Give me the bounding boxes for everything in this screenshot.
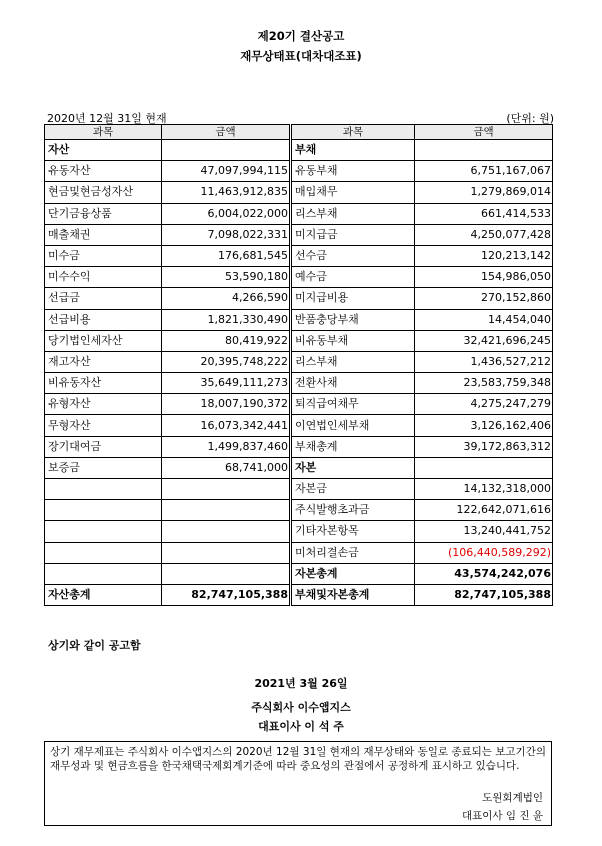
table-row <box>45 415 553 436</box>
asset-item-amount: 11,463,912,835 <box>162 182 291 203</box>
asset-item-amount: 176,681,545 <box>162 245 291 266</box>
liability-equity-item-label: 비유동부채 <box>291 330 415 351</box>
asset-item-amount: 6,004,022,000 <box>162 203 291 224</box>
table-row <box>45 457 553 478</box>
empty-cell <box>162 479 291 500</box>
asset-item-label: 매출채권 <box>45 224 162 245</box>
liability-equity-item-amount: 120,213,142 <box>415 245 553 266</box>
asset-item-amount: 47,097,994,115 <box>162 161 291 182</box>
balance-sheet-table <box>44 124 553 606</box>
announcement-date: 2021년 3월 26일 <box>254 677 348 690</box>
total-row <box>45 584 553 605</box>
empty-cell <box>45 500 162 521</box>
asset-item-label: 유형자산 <box>45 394 162 415</box>
asset-item-label: 장기대여금 <box>45 436 162 457</box>
table-row <box>45 500 553 521</box>
table-row <box>45 563 553 584</box>
audit-firm: 도원회계법인 <box>482 792 543 804</box>
asset-item-amount: 20,395,748,222 <box>162 351 291 372</box>
table-row <box>45 394 553 415</box>
grand-total-label: 부채및자본총계 <box>291 584 415 605</box>
table-row <box>45 288 553 309</box>
liability-equity-item-amount: 23,583,759,348 <box>415 373 553 394</box>
liability-equity-item-label: 기타자본항목 <box>291 521 415 542</box>
liability-equity-item-label: 유동부채 <box>291 161 415 182</box>
liability-equity-item-label: 주식발행초과금 <box>291 500 415 521</box>
table-row <box>45 436 553 457</box>
liability-equity-item-label: 전환사채 <box>291 373 415 394</box>
table-row <box>45 542 553 563</box>
liability-equity-item-amount: 3,126,162,406 <box>415 415 553 436</box>
audit-opinion-box <box>44 741 552 826</box>
assets-total-amount: 82,747,105,388 <box>162 584 291 605</box>
asset-item-amount: 1,499,837,460 <box>162 436 291 457</box>
table-row <box>45 203 553 224</box>
table-row <box>45 161 553 182</box>
asset-item-amount: 7,098,022,331 <box>162 224 291 245</box>
asset-item-amount: 18,007,190,372 <box>162 394 291 415</box>
equity-total-label: 자본총계 <box>291 563 415 584</box>
asset-item-label: 단기금융상품 <box>45 203 162 224</box>
empty-cell <box>45 479 162 500</box>
page-subtitle: 재무상태표(대차대조표) <box>240 49 362 63</box>
column-header-amount: 금액 <box>162 125 291 140</box>
column-header-item: 과목 <box>45 125 162 140</box>
asset-item-label: 미수금 <box>45 245 162 266</box>
asset-item-label: 재고자산 <box>45 351 162 372</box>
table-row <box>45 373 553 394</box>
asset-item-label: 무형자산 <box>45 415 162 436</box>
liability-equity-item-amount: 154,986,050 <box>415 267 553 288</box>
empty-cell <box>45 563 162 584</box>
liability-equity-item-label: 매입채무 <box>291 182 415 203</box>
table-row <box>45 224 553 245</box>
asset-item-amount: 4,266,590 <box>162 288 291 309</box>
liability-equity-item-amount: 14,454,040 <box>415 309 553 330</box>
liability-equity-item-amount: 32,421,696,245 <box>415 330 553 351</box>
asset-item-amount: 53,590,180 <box>162 267 291 288</box>
section-label-equity: 자본 <box>291 457 415 478</box>
company-name: 주식회사 이수앱지스 <box>251 701 351 714</box>
table-row <box>45 330 553 351</box>
unit-label: (단위: 원) <box>506 112 554 125</box>
liability-equity-item-amount: 1,436,527,212 <box>415 351 553 372</box>
liability-equity-item-label: 퇴직급여채무 <box>291 394 415 415</box>
table-row <box>45 182 553 203</box>
table-row <box>45 351 553 372</box>
empty-cell <box>45 521 162 542</box>
liability-equity-item-amount: 14,132,318,000 <box>415 479 553 500</box>
liability-equity-item-label: 리스부채 <box>291 351 415 372</box>
liability-equity-item-amount: 4,250,077,428 <box>415 224 553 245</box>
section-label-assets: 자산 <box>45 140 162 161</box>
liability-equity-item-label: 자본금 <box>291 479 415 500</box>
liability-equity-item-amount: 13,240,441,752 <box>415 521 553 542</box>
amount-cell <box>162 140 291 161</box>
liability-equity-item-label: 미처리결손금 <box>291 542 415 563</box>
page-title: 제20기 결산공고 <box>257 29 345 43</box>
asset-item-label: 비유동자산 <box>45 373 162 394</box>
liability-equity-item-amount: 661,414,533 <box>415 203 553 224</box>
liability-equity-item-amount: 1,279,869,014 <box>415 182 553 203</box>
asset-item-label: 선급비용 <box>45 309 162 330</box>
liability-equity-item-label: 예수금 <box>291 267 415 288</box>
liability-equity-item-amount: 4,275,247,279 <box>415 394 553 415</box>
ceo-name: 대표이사 이 석 주 <box>258 720 344 733</box>
asset-item-amount: 16,073,342,441 <box>162 415 291 436</box>
asset-item-amount: 68,741,000 <box>162 457 291 478</box>
audit-opinion-text: 상기 재무제표는 주식회사 이수앱지스의 2020년 12월 31일 현재의 재무상태와 동일로 종료되는 보고기간의 재무성과 및 현금흐름을 한국채택국제회계기준에 따라 중요성의 관점에서 공정하게 표시하고 있습니다. <box>50 746 546 772</box>
as-of-date: 2020년 12월 31일 현재 <box>47 112 167 125</box>
liability-equity-item-amount: 39,172,863,312 <box>415 436 553 457</box>
asset-item-amount: 80,419,922 <box>162 330 291 351</box>
column-header-item: 과목 <box>291 125 415 140</box>
liability-equity-item-label: 미지급금 <box>291 224 415 245</box>
table-row <box>45 479 553 500</box>
amount-cell <box>415 457 553 478</box>
empty-cell <box>162 500 291 521</box>
asset-item-label: 미수수익 <box>45 267 162 288</box>
liability-equity-item-label: 부채총계 <box>291 436 415 457</box>
empty-cell <box>162 563 291 584</box>
grand-total-amount: 82,747,105,388 <box>415 584 553 605</box>
asset-item-label: 보증금 <box>45 457 162 478</box>
table-row <box>45 140 553 161</box>
liability-equity-item-amount: (106,440,589,292) <box>415 542 553 563</box>
asset-item-label: 선급금 <box>45 288 162 309</box>
empty-cell <box>45 542 162 563</box>
assets-total-label: 자산총계 <box>45 584 162 605</box>
liability-equity-item-label: 선수금 <box>291 245 415 266</box>
section-label-liabilities: 부채 <box>291 140 415 161</box>
liability-equity-item-label: 리스부채 <box>291 203 415 224</box>
audit-firm-representative: 대표이사 임 진 윤 <box>461 810 543 822</box>
table-row <box>45 521 553 542</box>
table-row <box>45 267 553 288</box>
empty-cell <box>162 542 291 563</box>
asset-item-label: 당기법인세자산 <box>45 330 162 351</box>
closing-statement: 상기와 같이 공고함 <box>48 639 141 652</box>
asset-item-label: 현금및현금성자산 <box>45 182 162 203</box>
liability-equity-item-amount: 270,152,860 <box>415 288 553 309</box>
amount-cell <box>415 140 553 161</box>
column-header-amount: 금액 <box>415 125 553 140</box>
liability-equity-item-amount: 122,642,071,616 <box>415 500 553 521</box>
equity-total-amount: 43,574,242,076 <box>415 563 553 584</box>
empty-cell <box>162 521 291 542</box>
liability-equity-item-label: 미지급비용 <box>291 288 415 309</box>
asset-item-label: 유동자산 <box>45 161 162 182</box>
asset-item-amount: 35,649,111,273 <box>162 373 291 394</box>
table-row <box>45 309 553 330</box>
liability-equity-item-label: 이연법인세부채 <box>291 415 415 436</box>
liability-equity-item-label: 반품충당부채 <box>291 309 415 330</box>
liability-equity-item-amount: 6,751,167,067 <box>415 161 553 182</box>
asset-item-amount: 1,821,330,490 <box>162 309 291 330</box>
table-row <box>45 245 553 266</box>
table-header-row <box>45 125 553 140</box>
